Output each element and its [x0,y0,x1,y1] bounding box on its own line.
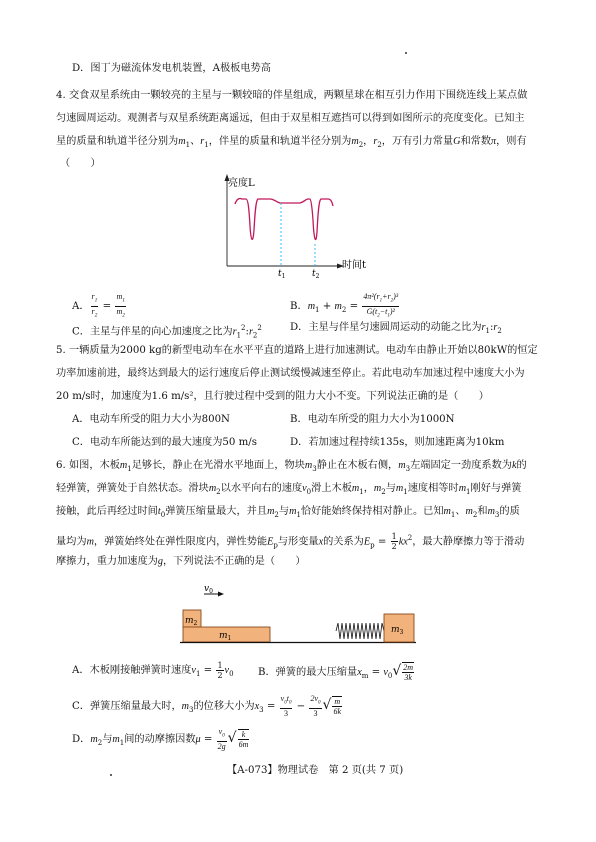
q6-option-b: B．弹簧的最大压缩量$x_m = v_0√$ $\frac{2m}{3k}$ [258,663,414,682]
q6-option-c: C．弹簧压缩量最大时，$m_3$的位移大小为$x_3$ = $\frac{v_0t_0}{3}$ − $\frac{2v_0}{3}$ √ $\frac{m}{6k}$ [72,694,341,718]
q4-line-3: 星的质量和轨道半径分别为$m_1$、$r_1$，伴星的质量和轨道半径分别为$m_2$，$r_2$，万有引力常量G和常数π，则有 [56,136,527,150]
q4-line-2: 匀速圆周运动。观测者与双星系统距离遥远，但由于双星相互遮挡可以得到如图所示的亮度变化。已知主 [56,113,525,124]
q4-line-1: 4. 交食双星系统由一颗较亮的主星与一颗较暗的伴星组成，两颗星球在相互引力作用下围绕连线上某点做 [56,90,528,101]
t1-label: $t_1$ [278,269,286,280]
m2-label: $m_2$ [185,616,198,627]
y-axis-label: 亮度L [228,178,255,189]
q6-line-3: 接触，此后再经过时间$t_0$弹簧压缩量最大，并且$m_2$与$m_1$恰好能始终保持相对静止。已知$m_1$、$m_2$和$m_3$的质 [56,506,520,520]
m1-label: $m_1$ [219,631,232,642]
q4-option-c: C．主星与伴星的向心加速度之比为$r_1^2:r_2^2$ [72,324,262,340]
velocity-arrowhead [218,592,224,597]
q4-option-a: A． $\frac{r_1}{r_2}$ = $\frac{m_1}{m_2}$ [72,292,125,319]
brightness-time-chart [210,168,367,280]
q5-option-b: B．电动车所受的阻力大小为1000N [290,414,455,425]
q4-answer-paren: （ ） [60,158,101,169]
q6-line-1: 6. 如图，木板$m_1$足够长，静止在光滑水平地面上，物块$m_3$静止在木板右侧，$m_3$左端固定一劲度系数为k的 [56,460,527,474]
q5-line-1: 5. 一辆质量为2000 kg的新型电动车在水平平直的道路上进行加速测试。电动车由静止开始以80kW的恒定 [56,345,538,356]
scan-dot [110,774,112,776]
q4-option-d: D．主星与伴星匀速圆周运动的动能之比为$r_1:r_2$ [290,322,502,336]
t2-label: $t_2$ [312,269,320,280]
q6-line-2: 轻弹簧，弹簧处于自然状态。滑块$m_2$以水平向右的速度$v_0$滑上木板$m_1$，$m_2$与$m_1$速度相等时$m_1$刚好与弹簧 [56,483,522,497]
q6-option-a: A．木板刚接触弹簧时速度$v_1$ = $\frac{1}{2}$ $v_0$ [72,660,234,680]
q5-option-c: C．电动车所能达到的最大速度为50 m/s [72,437,257,448]
q5-line-2: 功率加速前进，最终达到最大的运行速度后停止测试缓慢减速至停止。若此电动车加速过程中速度大小为 [56,368,525,379]
q6-option-d: D．$m_2$与$m_1$间的动摩擦因数μ = $\frac{v_0}{2g}$ √ $\frac{k}{6m}$ [72,727,249,751]
prev-question-option-d: D．图丁为磁流体发电机装置，A极板电势高 [72,63,271,74]
q5-option-d: D．若加速过程持续135s，则加速距离为10km [290,437,505,448]
page-footer: 【A-073】物理试卷 第 2 页(共 7 页) [227,765,404,776]
m3-label: $m_3$ [391,625,404,636]
q5-line-3: 20 m/s时，加速度为1.6 m/s²，且行驶过程中受到的阻力大小不变。下列说法正确的是（ ） [56,391,489,402]
q6-line-5: 摩擦力，重力加速度为g，下列说法不正确的是（ ） [56,556,306,567]
brightness-curve [235,199,333,240]
q6-line-4: 量均为m，弹簧始终处在弹性限度内，弹性势能$E_p$与形变量x的关系为$E_p$ = $\frac{1}{2}$ $kx^2$，最大静摩擦力等于滑动 [56,531,525,551]
scan-dot [405,52,407,54]
spring [336,623,384,639]
x-axis-label: 时间t [342,260,367,271]
q5-option-a: A．电动车所受的阻力大小为800N [72,414,230,425]
q4-option-b: B．$m_1 + m_2$ = $\frac{4\pi^2(r_1+r_2)^3}{G(t_2-t_1)^2}$ [290,292,399,319]
v0-label: $v_0$ [204,584,213,595]
board-spring-figure [176,586,424,648]
